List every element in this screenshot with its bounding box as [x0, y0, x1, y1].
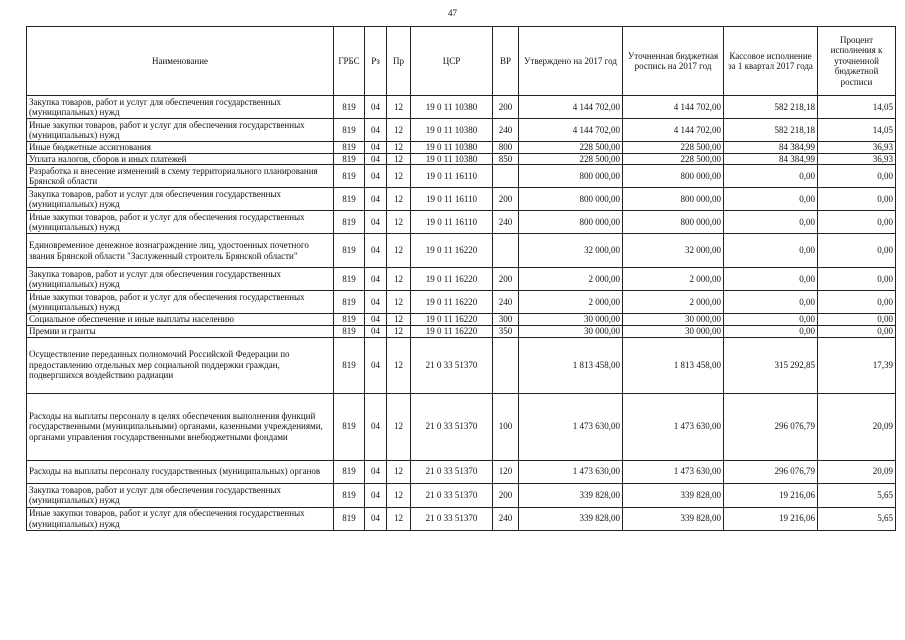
header-vr: ВР [493, 27, 519, 96]
row-vr: 800 [493, 142, 519, 154]
table-row [27, 393, 896, 460]
row-cash: 296 076,79 [724, 460, 818, 483]
row-pr: 12 [387, 119, 411, 142]
row-cash: 315 292,85 [724, 337, 818, 393]
row-csr: 19 0 11 16110 [411, 165, 493, 188]
row-name: Закупка товаров, работ и услуг для обеспечения государственных (муниципальных) нужд [27, 188, 334, 211]
row-csr: 21 0 33 51370 [411, 460, 493, 483]
row-vr: 200 [493, 483, 519, 507]
row-vr: 240 [493, 291, 519, 314]
row-pr: 12 [387, 483, 411, 507]
row-refined: 1 813 458,00 [623, 337, 724, 393]
row-pr: 12 [387, 291, 411, 314]
row-approved: 30 000,00 [519, 325, 623, 337]
row-vr [493, 234, 519, 268]
row-name: Уплата налогов, сборов и иных платежей [27, 153, 334, 165]
header-rz: Рз [365, 27, 387, 96]
row-cash: 0,00 [724, 188, 818, 211]
table-row [27, 234, 896, 268]
row-refined: 30 000,00 [623, 314, 724, 326]
table-body [27, 96, 896, 531]
table-row [27, 460, 896, 483]
row-refined: 4 144 702,00 [623, 96, 724, 119]
row-name: Закупка товаров, работ и услуг для обеспечения государственных (муниципальных) нужд [27, 268, 334, 291]
row-grbs: 819 [334, 96, 365, 119]
row-grbs: 819 [334, 119, 365, 142]
row-rz: 04 [365, 234, 387, 268]
table-row [27, 211, 896, 234]
row-percent: 0,00 [818, 325, 896, 337]
row-refined: 800 000,00 [623, 188, 724, 211]
row-name: Закупка товаров, работ и услуг для обеспечения государственных (муниципальных) нужд [27, 483, 334, 507]
row-grbs: 819 [334, 314, 365, 326]
row-pr: 12 [387, 142, 411, 154]
row-percent: 0,00 [818, 314, 896, 326]
table-row [27, 96, 896, 119]
row-grbs: 819 [334, 234, 365, 268]
row-percent: 36,93 [818, 153, 896, 165]
row-percent: 0,00 [818, 165, 896, 188]
row-vr: 100 [493, 393, 519, 460]
row-csr: 19 0 11 16220 [411, 268, 493, 291]
row-grbs: 819 [334, 211, 365, 234]
row-refined: 800 000,00 [623, 211, 724, 234]
row-rz: 04 [365, 165, 387, 188]
row-refined: 1 473 630,00 [623, 393, 724, 460]
row-rz: 04 [365, 507, 387, 530]
header-percent: Процент исполнения к уточненной бюджетной росписи [818, 27, 896, 96]
row-csr: 21 0 33 51370 [411, 393, 493, 460]
row-refined: 228 500,00 [623, 142, 724, 154]
row-percent: 0,00 [818, 188, 896, 211]
row-name: Расходы на выплаты персоналу в целях обеспечения выполнения функций государственными (муниципальными) органами, казенными учреждениями, органами управления государственными внебюджетными фондами [27, 393, 334, 460]
header-approved: Утверждено на 2017 год [519, 27, 623, 96]
table-row [27, 142, 896, 154]
row-name: Иные бюджетные ассигнования [27, 142, 334, 154]
header-pr: Пр [387, 27, 411, 96]
row-csr: 21 0 33 51370 [411, 337, 493, 393]
page-number: 47 [448, 8, 457, 18]
row-grbs: 819 [334, 507, 365, 530]
row-csr: 19 0 11 16220 [411, 314, 493, 326]
row-approved: 2 000,00 [519, 291, 623, 314]
header-name: Наименование [27, 27, 334, 96]
row-refined: 228 500,00 [623, 153, 724, 165]
row-pr: 12 [387, 165, 411, 188]
budget-table [26, 26, 896, 531]
row-name: Осуществление переданных полномочий Российской Федерации по предоставлению отдельных мер социальной поддержки граждан, подвергшихся воздействию радиации [27, 337, 334, 393]
row-pr: 12 [387, 153, 411, 165]
header-csr: ЦСР [411, 27, 493, 96]
row-refined: 32 000,00 [623, 234, 724, 268]
table-row [27, 483, 896, 507]
row-name: Иные закупки товаров, работ и услуг для обеспечения государственных (муниципальных) нужд [27, 211, 334, 234]
row-vr [493, 165, 519, 188]
row-grbs: 819 [334, 337, 365, 393]
row-pr: 12 [387, 337, 411, 393]
row-csr: 19 0 11 10380 [411, 142, 493, 154]
row-refined: 1 473 630,00 [623, 460, 724, 483]
row-cash: 0,00 [724, 165, 818, 188]
row-csr: 19 0 11 16110 [411, 188, 493, 211]
row-refined: 30 000,00 [623, 325, 724, 337]
table-row [27, 119, 896, 142]
row-grbs: 819 [334, 268, 365, 291]
row-csr: 19 0 11 10380 [411, 153, 493, 165]
row-approved: 800 000,00 [519, 165, 623, 188]
row-pr: 12 [387, 507, 411, 530]
row-cash: 19 216,06 [724, 507, 818, 530]
row-rz: 04 [365, 188, 387, 211]
row-grbs: 819 [334, 325, 365, 337]
row-percent: 36,93 [818, 142, 896, 154]
row-rz: 04 [365, 211, 387, 234]
row-rz: 04 [365, 96, 387, 119]
row-cash: 582 218,18 [724, 119, 818, 142]
row-name: Премии и гранты [27, 325, 334, 337]
row-percent: 14,05 [818, 96, 896, 119]
row-percent: 5,65 [818, 483, 896, 507]
row-approved: 2 000,00 [519, 268, 623, 291]
row-approved: 339 828,00 [519, 483, 623, 507]
row-name: Закупка товаров, работ и услуг для обеспечения государственных (муниципальных) нужд [27, 96, 334, 119]
row-rz: 04 [365, 314, 387, 326]
row-percent: 0,00 [818, 268, 896, 291]
row-vr: 200 [493, 268, 519, 291]
row-grbs: 819 [334, 483, 365, 507]
row-vr: 300 [493, 314, 519, 326]
header-grbs: ГРБС [334, 27, 365, 96]
row-name: Социальное обеспечение и иные выплаты населению [27, 314, 334, 326]
table-row [27, 337, 896, 393]
row-csr: 19 0 11 16220 [411, 291, 493, 314]
row-refined: 800 000,00 [623, 165, 724, 188]
row-csr: 19 0 11 10380 [411, 96, 493, 119]
row-vr: 240 [493, 507, 519, 530]
row-refined: 2 000,00 [623, 291, 724, 314]
row-approved: 1 473 630,00 [519, 460, 623, 483]
row-approved: 1 473 630,00 [519, 393, 623, 460]
row-vr [493, 337, 519, 393]
row-rz: 04 [365, 325, 387, 337]
row-pr: 12 [387, 460, 411, 483]
row-cash: 0,00 [724, 291, 818, 314]
row-approved: 800 000,00 [519, 188, 623, 211]
table-row [27, 153, 896, 165]
row-csr: 19 0 11 10380 [411, 119, 493, 142]
row-name: Расходы на выплаты персоналу государственных (муниципальных) органов [27, 460, 334, 483]
row-vr: 120 [493, 460, 519, 483]
row-name: Иные закупки товаров, работ и услуг для обеспечения государственных (муниципальных) нужд [27, 119, 334, 142]
row-pr: 12 [387, 188, 411, 211]
table-row [27, 268, 896, 291]
row-percent: 5,65 [818, 507, 896, 530]
row-refined: 339 828,00 [623, 483, 724, 507]
row-vr: 200 [493, 96, 519, 119]
row-grbs: 819 [334, 153, 365, 165]
row-name: Иные закупки товаров, работ и услуг для обеспечения государственных (муниципальных) нужд [27, 291, 334, 314]
row-cash: 0,00 [724, 234, 818, 268]
row-rz: 04 [365, 119, 387, 142]
row-name: Единовременное денежное вознаграждение лиц, удостоенных почетного звания Брянской области "Заслуженный строитель Брянской области" [27, 234, 334, 268]
row-cash: 582 218,18 [724, 96, 818, 119]
row-approved: 800 000,00 [519, 211, 623, 234]
row-csr: 19 0 11 16220 [411, 325, 493, 337]
row-grbs: 819 [334, 291, 365, 314]
row-cash: 84 384,99 [724, 153, 818, 165]
row-percent: 20,09 [818, 393, 896, 460]
row-rz: 04 [365, 153, 387, 165]
row-csr: 21 0 33 51370 [411, 483, 493, 507]
row-vr: 200 [493, 188, 519, 211]
row-vr: 350 [493, 325, 519, 337]
row-vr: 850 [493, 153, 519, 165]
row-rz: 04 [365, 291, 387, 314]
row-approved: 32 000,00 [519, 234, 623, 268]
row-pr: 12 [387, 211, 411, 234]
row-cash: 0,00 [724, 325, 818, 337]
row-rz: 04 [365, 393, 387, 460]
row-grbs: 819 [334, 460, 365, 483]
row-approved: 1 813 458,00 [519, 337, 623, 393]
row-rz: 04 [365, 142, 387, 154]
row-pr: 12 [387, 268, 411, 291]
row-refined: 4 144 702,00 [623, 119, 724, 142]
row-percent: 17,39 [818, 337, 896, 393]
row-percent: 0,00 [818, 291, 896, 314]
row-approved: 4 144 702,00 [519, 119, 623, 142]
table-row [27, 165, 896, 188]
row-approved: 228 500,00 [519, 142, 623, 154]
row-rz: 04 [365, 268, 387, 291]
row-approved: 4 144 702,00 [519, 96, 623, 119]
row-approved: 339 828,00 [519, 507, 623, 530]
row-approved: 228 500,00 [519, 153, 623, 165]
row-percent: 0,00 [818, 234, 896, 268]
row-pr: 12 [387, 393, 411, 460]
row-approved: 30 000,00 [519, 314, 623, 326]
row-vr: 240 [493, 211, 519, 234]
row-cash: 0,00 [724, 268, 818, 291]
row-grbs: 819 [334, 142, 365, 154]
row-refined: 339 828,00 [623, 507, 724, 530]
row-csr: 21 0 33 51370 [411, 507, 493, 530]
row-name: Разработка и внесение изменений в схему территориального планирования Брянской области [27, 165, 334, 188]
row-pr: 12 [387, 234, 411, 268]
row-pr: 12 [387, 96, 411, 119]
row-percent: 20,09 [818, 460, 896, 483]
row-pr: 12 [387, 325, 411, 337]
row-grbs: 819 [334, 188, 365, 211]
row-cash: 296 076,79 [724, 393, 818, 460]
row-rz: 04 [365, 337, 387, 393]
table-row [27, 325, 896, 337]
row-grbs: 819 [334, 165, 365, 188]
header-cash: Кассовое исполнение за 1 квартал 2017 года [724, 27, 818, 96]
table-row [27, 507, 896, 530]
row-grbs: 819 [334, 393, 365, 460]
row-percent: 0,00 [818, 211, 896, 234]
header-row [27, 27, 896, 96]
table-row [27, 314, 896, 326]
row-csr: 19 0 11 16110 [411, 211, 493, 234]
row-cash: 0,00 [724, 314, 818, 326]
table-row [27, 188, 896, 211]
row-rz: 04 [365, 460, 387, 483]
header-refined: Уточненная бюджетная роспись на 2017 год [623, 27, 724, 96]
row-percent: 14,05 [818, 119, 896, 142]
row-name: Иные закупки товаров, работ и услуг для обеспечения государственных (муниципальных) нужд [27, 507, 334, 530]
row-pr: 12 [387, 314, 411, 326]
row-refined: 2 000,00 [623, 268, 724, 291]
row-vr: 240 [493, 119, 519, 142]
row-csr: 19 0 11 16220 [411, 234, 493, 268]
row-rz: 04 [365, 483, 387, 507]
table-row [27, 291, 896, 314]
row-cash: 0,00 [724, 211, 818, 234]
row-cash: 19 216,06 [724, 483, 818, 507]
row-cash: 84 384,99 [724, 142, 818, 154]
